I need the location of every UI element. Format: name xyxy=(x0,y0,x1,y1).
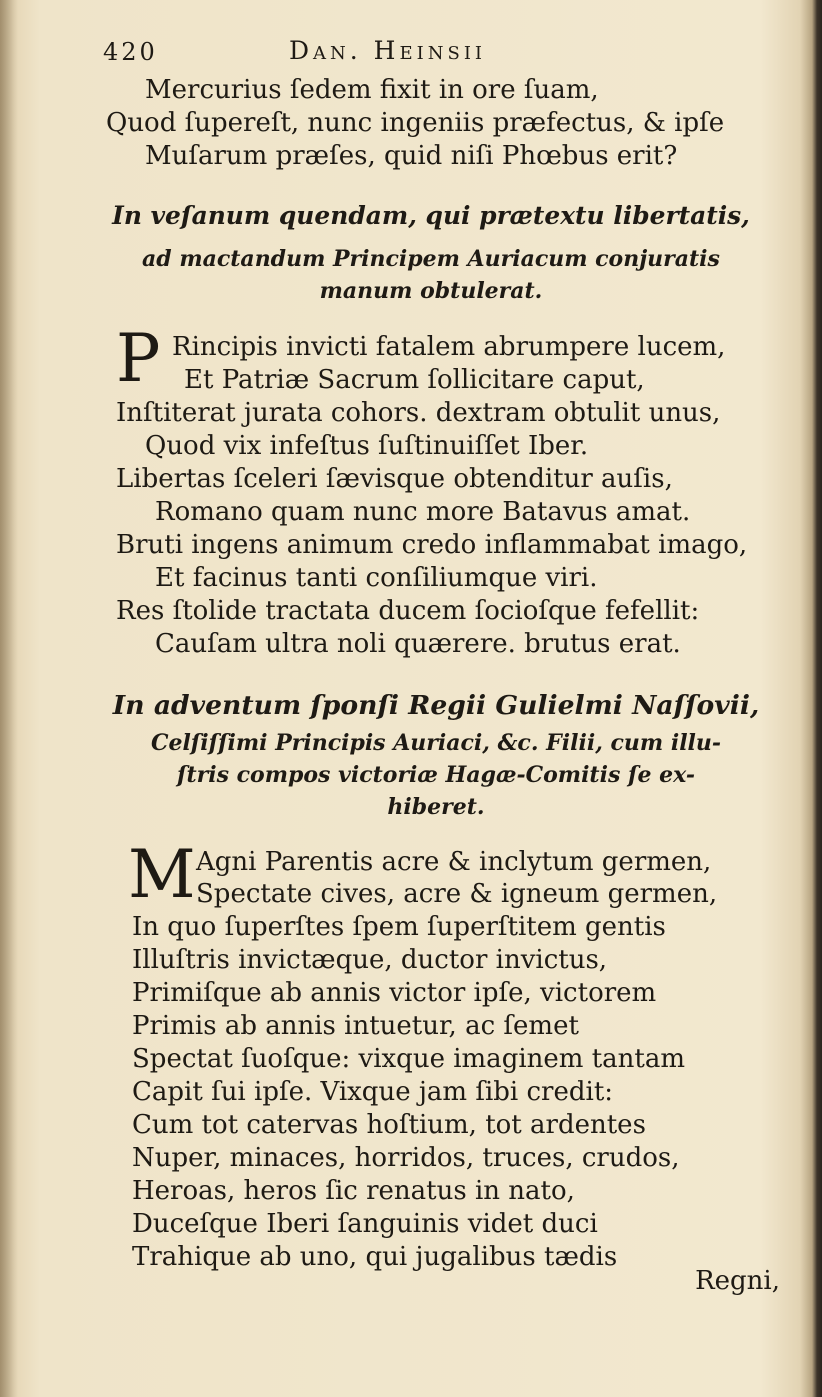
verse-line: Heroas, heros ſic renatus in nato, xyxy=(132,1176,575,1206)
verse-line: Cum tot catervas hoſtium, tot ardentes xyxy=(132,1110,646,1140)
verse-line: Agni Parentis acre & inclytum germen, xyxy=(196,847,712,877)
running-head: Dan. Heinsii xyxy=(289,36,487,65)
poem1-title-line: manum obtulerat. xyxy=(319,278,543,304)
verse-line: Res ſtolide tractata ducem ſocioſque fefellit: xyxy=(116,596,700,626)
poem2-title-line: hiberet. xyxy=(387,794,485,820)
verse-line: Primiſque ab annis victor ipſe, victorem xyxy=(132,978,657,1008)
verse-line: Libertas ſceleri ſævisque obtenditur auſis, xyxy=(116,464,673,494)
verse-line: Et facinus tanti conſiliumque viri. xyxy=(155,563,598,593)
verse-line: Romano quam nunc more Batavus amat. xyxy=(155,497,691,527)
verse-line: Capit ſui ipſe. Vixque jam ſibi credit: xyxy=(132,1077,614,1107)
poem2-title-line: In adventum ſponſi Regii Gulielmi Naſſovii, xyxy=(112,690,760,721)
gutter-shadow xyxy=(0,0,18,1397)
catchword: Regni, xyxy=(695,1266,780,1296)
verse-line: Duceſque Iberi ſanguinis videt duci xyxy=(132,1209,598,1239)
verse-line: Cauſam ultra noli quærere. brutus erat. xyxy=(155,629,681,659)
verse-line: Bruti ingens animum credo inflammabat imago, xyxy=(116,530,748,560)
verse-line: Rincipis invicti fatalem abrumpere lucem, xyxy=(172,332,726,362)
page-header xyxy=(103,36,623,70)
verse-line: Trahique ab uno, qui jugalibus tædis xyxy=(132,1242,618,1272)
drop-cap: P xyxy=(116,320,161,397)
verse-line: Muſarum præſes, quid niſi Phœbus erit? xyxy=(145,141,678,171)
verse-line: Quod ſupereſt, nunc ingeniis præfectus, & ipſe xyxy=(106,108,725,138)
verse-line: Primis ab annis intuetur, ac ſemet xyxy=(132,1011,579,1041)
verse-line: Et Patriæ Sacrum ſollicitare caput, xyxy=(184,365,645,395)
verse-line: Quod vix infeſtus ſuſtinuiſſet Iber. xyxy=(145,431,589,461)
verse-line: Illuſtris invictæque, ductor invictus, xyxy=(132,945,608,975)
drop-cap: M xyxy=(128,836,196,913)
verse-line: Mercurius ſedem fixit in ore ſuam, xyxy=(145,75,599,105)
verse-line: Nuper, minaces, horridos, truces, crudos, xyxy=(132,1143,680,1173)
poem1-title-line: ad mactandum Principem Auriacum conjuratis xyxy=(142,246,720,272)
verse-line: In quo ſuperſtes ſpem ſuperſtitem gentis xyxy=(132,912,666,942)
verse-line: Inſtiterat jurata cohors. dextram obtulit unus, xyxy=(116,398,721,428)
poem2-title-line: Celſiſſimi Principis Auriaci, &c. Filii, cum illu- xyxy=(150,730,722,756)
poem2-title-line: ſtris compos victoriæ Hagæ-Comitis ſe ex- xyxy=(177,762,695,788)
poem1-title-line: In veſanum quendam, qui prætextu libertatis, xyxy=(112,201,750,230)
verse-line: Spectate cives, acre & igneum germen, xyxy=(196,879,718,909)
verse-line: Spectat ſuoſque: vixque imaginem tantam xyxy=(132,1044,685,1074)
page-number: 420 xyxy=(103,38,158,66)
